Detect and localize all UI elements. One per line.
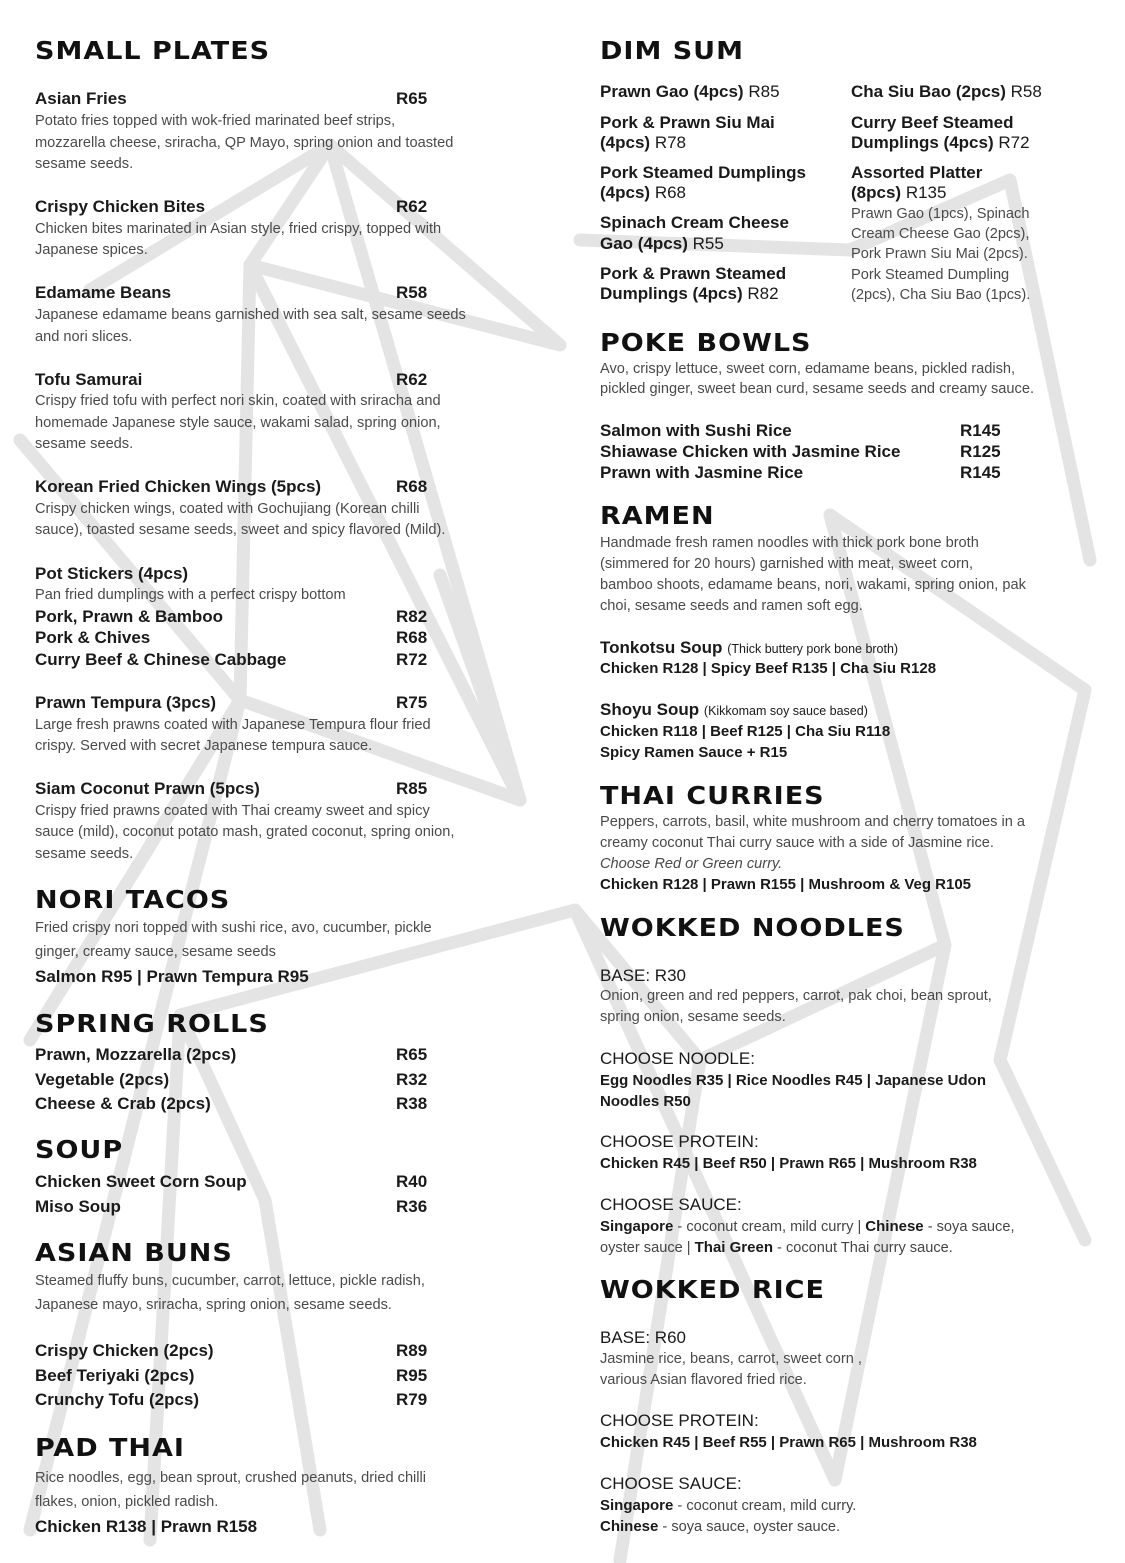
dim-sum-item: [600, 233, 724, 254]
choose-protein-label: CHOOSE PROTEIN:: [600, 1411, 759, 1430]
desc-line: Crispy fried tofu with perfect nori skin, coated with sriracha and: [35, 393, 441, 409]
dim-sum-item: [600, 283, 779, 304]
choose-sauce-label: CHOOSE SAUCE:: [600, 1474, 742, 1493]
bun-item: Crunchy Tofu (2pcs): [35, 1390, 200, 1409]
desc-line: mozzarella cheese, sriracha, QP Mayo, spring onion and toasted: [35, 135, 454, 151]
poke-price: R145: [960, 463, 1001, 482]
shoyu-options: Chicken R118 | Beef R125 | Cha Siu R118: [600, 723, 891, 740]
dim-sum-name: (4pcs): [600, 133, 651, 152]
desc-line: Steamed fluffy buns, cucumber, carrot, lettuce, pickle radish,: [35, 1273, 425, 1289]
dim-sum-item: Curry Beef Steamed: [851, 113, 1014, 132]
thai-curries-heading: THAI CURRIES: [600, 782, 825, 811]
nori-tacos-options: Salmon R95 | Prawn Tempura R95: [35, 967, 309, 986]
tonkotsu-options: Chicken R128 | Spicy Beef R135 | Cha Siu R128: [600, 660, 937, 677]
sauce-desc: - coconut Thai curry sauce.: [773, 1240, 953, 1256]
desc-line: choi, sesame seeds and ramen soft egg.: [600, 598, 863, 614]
price-asian-fries: R65: [396, 89, 428, 108]
dim-sum-name: Dumplings (4pcs): [851, 133, 994, 152]
poke-item: Salmon with Sushi Rice: [600, 421, 792, 440]
desc-line: Crispy chicken wings, coated with Gochujiang (Korean chilli: [35, 501, 420, 517]
dim-sum-name: Gao (4pcs): [600, 234, 688, 253]
dim-sum-price: R78: [654, 133, 686, 152]
poke-price: R145: [960, 421, 1001, 440]
spring-roll-price: R32: [396, 1070, 428, 1089]
poke-item: Shiawase Chicken with Jasmine Rice: [600, 442, 901, 461]
desc-line: Jasmine rice, beans, carrot, sweet corn ,: [600, 1351, 862, 1367]
pot-sticker-price: R68: [396, 628, 428, 647]
desc-line: Pork Steamed Dumpling: [851, 266, 1010, 283]
desc-line: pickled ginger, sweet bean curd, sesame seeds and creamy sauce.: [600, 381, 1034, 397]
shoyu-title: [600, 699, 868, 722]
noodle-options: Noodles R50: [600, 1093, 691, 1110]
desc-line: Japanese edamame beans garnished with sea salt, sesame seeds: [35, 307, 466, 323]
small-plates-heading: SMALL PLATES: [35, 37, 271, 66]
sauce-name: Singapore: [600, 1218, 674, 1235]
tonkotsu-note: (Thick buttery pork bone broth): [727, 642, 899, 656]
sauce-line: [600, 1495, 856, 1517]
bun-price: R79: [396, 1390, 428, 1409]
tonkotsu-title: [600, 637, 898, 660]
desc-line: sauce (mild), coconut potato mash, grated coconut, spring onion,: [35, 824, 455, 840]
dim-sum-item: [851, 132, 1030, 153]
sauce-name: Thai Green: [694, 1239, 773, 1256]
protein-options: Chicken R45 | Beef R55 | Prawn R65 | Mushroom R38: [600, 1434, 977, 1451]
poke-bowls-heading: POKE BOWLS: [600, 329, 812, 358]
desc-line: Prawn Gao (1pcs), Spinach: [851, 206, 1030, 222]
dim-sum-price: R68: [654, 183, 686, 202]
dim-sum-item: [600, 182, 686, 203]
desc-line: Japanese mayo, sriracha, spring onion, sesame seeds.: [35, 1297, 392, 1313]
protein-options: Chicken R45 | Beef R50 | Prawn R65 | Mushroom R38: [600, 1155, 977, 1172]
dim-sum-item: Assorted Platter: [851, 163, 983, 182]
desc-line: Onion, green and red peppers, carrot, pak choi, bean sprout,: [600, 988, 992, 1004]
desc-line: Crispy fried prawns coated with Thai creamy sweet and spicy: [35, 803, 430, 819]
soup-heading: SOUP: [35, 1136, 124, 1165]
shoyu-note: (Kikkomam soy sauce based): [703, 704, 868, 718]
dim-sum-name: Prawn Gao (4pcs): [600, 82, 744, 101]
asian-buns-heading: ASIAN BUNS: [35, 1239, 233, 1268]
bun-price: R89: [396, 1341, 428, 1360]
sauce-name: Singapore: [600, 1497, 674, 1514]
dim-sum-name: Cha Siu Bao (2pcs): [851, 82, 1006, 101]
desc-line: bamboo shoots, edamame beans, nori, wakami, spring onion, pak: [600, 577, 1026, 593]
noodle-options: Egg Noodles R35 | Rice Noodles R45 | Japanese Udon: [600, 1072, 986, 1089]
bun-item: Crispy Chicken (2pcs): [35, 1341, 214, 1360]
item-edamame: Edamame Beans: [35, 283, 172, 302]
pot-sticker-option: Curry Beef & Chinese Cabbage: [35, 650, 287, 669]
spring-roll-item: Vegetable (2pcs): [35, 1070, 170, 1089]
sauce-name: Chinese: [865, 1218, 924, 1235]
desc-line: sesame seeds.: [35, 436, 134, 452]
desc-line: Japanese spices.: [35, 242, 148, 258]
dim-sum-item: [851, 81, 1042, 102]
desc-line: creamy coconut Thai curry sauce with a side of Jasmine rice.: [600, 835, 994, 851]
dim-sum-item: [851, 182, 946, 203]
price-tofu-samurai: R62: [396, 370, 428, 389]
dim-sum-item: Pork & Prawn Steamed: [600, 264, 787, 283]
spring-roll-item: Prawn, Mozzarella (2pcs): [35, 1045, 237, 1064]
noodles-base: BASE: R30: [600, 966, 686, 985]
item-siam-coconut-prawn: Siam Coconut Prawn (5pcs): [35, 779, 260, 798]
item-pot-stickers: Pot Stickers (4pcs): [35, 564, 189, 583]
sauce-line: [600, 1237, 953, 1259]
dim-sum-heading: DIM SUM: [600, 37, 744, 66]
price-crispy-chicken-bites: R62: [396, 197, 428, 216]
rice-base: BASE: R60: [600, 1328, 686, 1347]
dim-sum-price: R82: [747, 284, 779, 303]
dim-sum-item: [600, 81, 780, 102]
dim-sum-item: [600, 132, 686, 153]
dim-sum-price: R72: [998, 133, 1030, 152]
soup-price: R40: [396, 1172, 428, 1191]
item-tofu-samurai: Tofu Samurai: [35, 370, 143, 389]
pot-sticker-option: Pork, Prawn & Bamboo: [35, 607, 223, 626]
dim-sum-price: R55: [692, 234, 724, 253]
spring-roll-item: Cheese & Crab (2pcs): [35, 1094, 211, 1113]
bun-item: Beef Teriyaki (2pcs): [35, 1366, 195, 1385]
choose-noodle-label: CHOOSE NOODLE:: [600, 1049, 755, 1068]
desc-line: spring onion, sesame seeds.: [600, 1009, 786, 1025]
dim-sum-price: R135: [905, 183, 947, 202]
pad-thai-options: Chicken R138 | Prawn R158: [35, 1517, 258, 1536]
desc-line: Cream Cheese Gao (2pcs),: [851, 226, 1030, 243]
desc-line: Potato fries topped with wok-fried marinated beef strips,: [35, 113, 396, 129]
price-prawn-tempura: R75: [396, 693, 428, 712]
soup-item: Miso Soup: [35, 1197, 121, 1216]
dim-sum-name: (4pcs): [600, 183, 651, 202]
desc-line: Fried crispy nori topped with sushi rice, avo, cucumber, pickle: [35, 920, 432, 936]
pot-sticker-price: R82: [396, 607, 428, 626]
desc-line: sauce), toasted sesame seeds, sweet and spicy flavored (Mild).: [35, 522, 446, 538]
desc-line: Pork Prawn Siu Mai (2pcs).: [851, 246, 1028, 263]
platter-desc: [851, 204, 1030, 305]
pot-sticker-price: R72: [396, 650, 428, 669]
wokked-noodles-heading: WOKKED NOODLES: [600, 914, 905, 943]
desc-line: Avo, crispy lettuce, sweet corn, edamame beans, pickled radish,: [600, 361, 1016, 377]
shoyu-name: Shoyu Soup: [600, 700, 700, 719]
sauce-name: Chinese: [600, 1518, 659, 1535]
spring-roll-price: R65: [396, 1045, 428, 1064]
dim-sum-name: (8pcs): [851, 183, 902, 202]
desc-line: ginger, creamy sauce, sesame seeds: [35, 944, 276, 960]
ramen-extra: Spicy Ramen Sauce + R15: [600, 744, 788, 761]
dim-sum-name: Dumplings (4pcs): [600, 284, 743, 303]
price-korean-wings: R68: [396, 477, 428, 496]
desc-line: Chicken bites marinated in Asian style, fried crispy, topped with: [35, 221, 442, 237]
dim-sum-item: Pork Steamed Dumplings: [600, 163, 806, 182]
item-crispy-chicken-bites: Crispy Chicken Bites: [35, 197, 206, 216]
dim-sum-price: R85: [748, 82, 780, 101]
wokked-rice-heading: WOKKED RICE: [600, 1276, 825, 1305]
desc-line: (simmered for 20 hours) garnished with meat, sweet corn,: [600, 556, 974, 572]
sauce-desc: - soya sauce, oyster sauce.: [658, 1519, 841, 1535]
bun-price: R95: [396, 1366, 428, 1385]
sauce-line: [600, 1216, 1015, 1238]
pad-thai-heading: PAD THAI: [35, 1434, 185, 1463]
choose-protein-label: CHOOSE PROTEIN:: [600, 1132, 759, 1151]
desc-line: Choose Red or Green curry.: [600, 856, 783, 872]
spring-rolls-heading: SPRING ROLLS: [35, 1010, 269, 1039]
desc-line: various Asian flavored fried rice.: [600, 1372, 807, 1388]
desc-line: crispy. Served with secret Japanese tempura sauce.: [35, 738, 373, 754]
item-asian-fries: Asian Fries: [35, 89, 127, 108]
desc-line: sesame seeds.: [35, 156, 134, 172]
tonkotsu-name: Tonkotsu Soup: [600, 638, 723, 657]
poke-item: Prawn with Jasmine Rice: [600, 463, 804, 482]
sauce-desc: - coconut cream, mild curry.: [673, 1498, 857, 1514]
dim-sum-item: Pork & Prawn Siu Mai: [600, 113, 775, 132]
pot-sticker-option: Pork & Chives: [35, 628, 151, 647]
sauce-line: [600, 1516, 840, 1538]
soup-price: R36: [396, 1197, 428, 1216]
sauce-desc: oyster sauce |: [600, 1240, 695, 1256]
price-siam-coconut-prawn: R85: [396, 779, 428, 798]
desc-line: sesame seeds.: [35, 846, 134, 862]
nori-tacos-heading: NORI TACOS: [35, 886, 231, 915]
spring-roll-price: R38: [396, 1094, 428, 1113]
desc-line: Large fresh prawns coated with Japanese Tempura flour fried: [35, 717, 431, 733]
poke-price: R125: [960, 442, 1001, 461]
soup-item: Chicken Sweet Corn Soup: [35, 1172, 247, 1191]
dim-sum-item: Spinach Cream Cheese: [600, 213, 789, 232]
item-korean-wings: Korean Fried Chicken Wings (5pcs): [35, 477, 322, 496]
thai-curries-options: Chicken R128 | Prawn R155 | Mushroom & Veg R105: [600, 876, 972, 893]
item-prawn-tempura: Prawn Tempura (3pcs): [35, 693, 217, 712]
ramen-heading: RAMEN: [600, 502, 715, 531]
sauce-desc: - coconut cream, mild curry |: [673, 1219, 866, 1235]
choose-sauce-label: CHOOSE SAUCE:: [600, 1195, 742, 1214]
desc-line: Pan fried dumplings with a perfect crispy bottom: [35, 587, 346, 603]
sauce-desc: - soya sauce,: [923, 1219, 1015, 1235]
desc-line: Rice noodles, egg, bean sprout, crushed peanuts, dried chilli: [35, 1470, 427, 1486]
desc-line: (2pcs), Cha Siu Bao (1pcs).: [851, 286, 1031, 303]
price-edamame: R58: [396, 283, 428, 302]
desc-line: homemade Japanese style sauce, wakami salad, spring onion,: [35, 415, 441, 431]
dim-sum-price: R58: [1010, 82, 1042, 101]
desc-line: and nori slices.: [35, 329, 133, 345]
desc-line: Peppers, carrots, basil, white mushroom and cherry tomatoes in a: [600, 814, 1026, 830]
desc-line: flakes, onion, pickled radish.: [35, 1494, 219, 1510]
desc-line: Handmade fresh ramen noodles with thick pork bone broth: [600, 535, 979, 551]
